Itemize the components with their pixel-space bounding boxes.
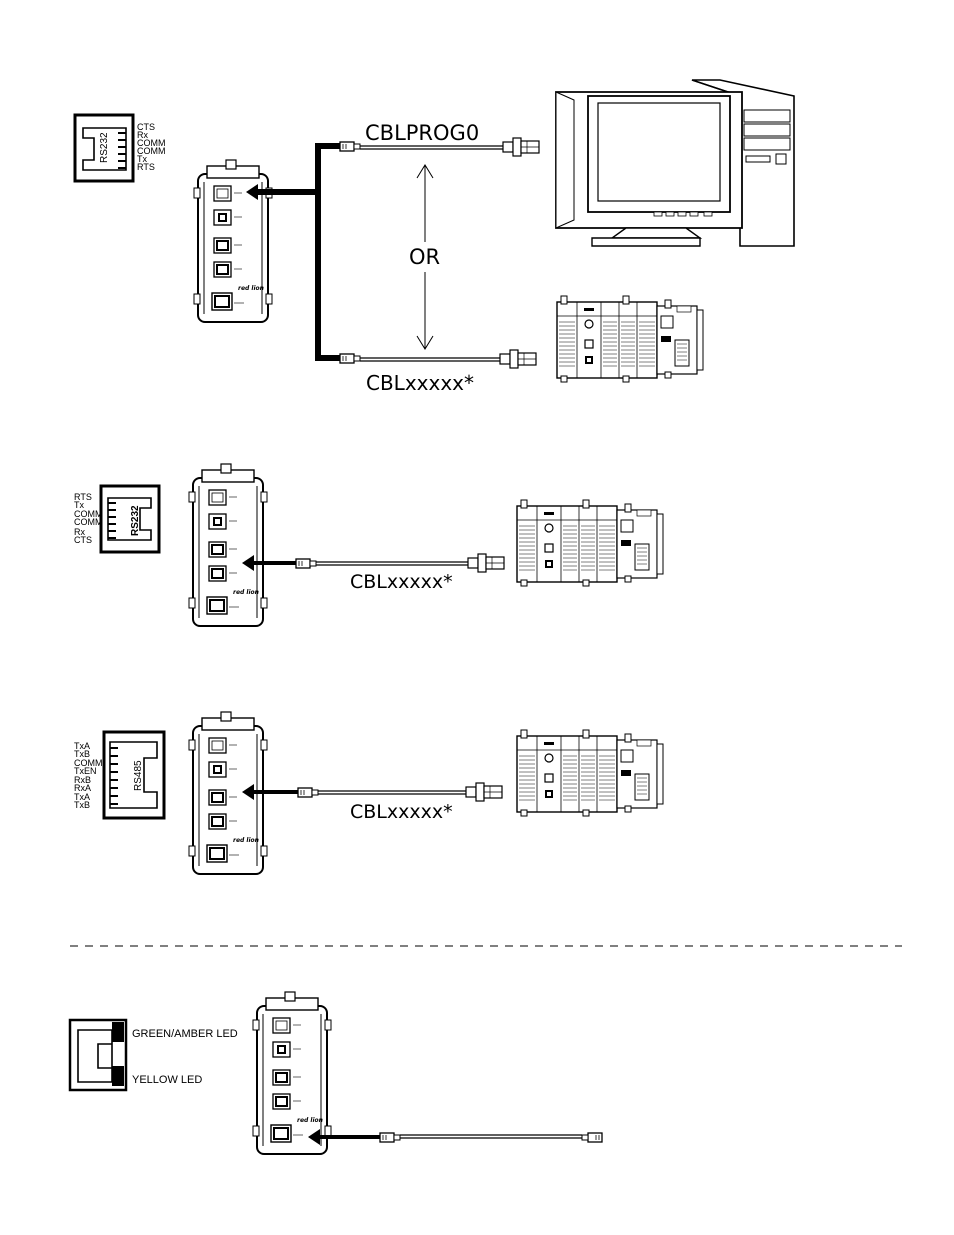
cable-label-bottom: CBLxxxxx*	[366, 371, 475, 395]
pin-label: TxA	[74, 741, 91, 751]
plc-rack-icon	[517, 500, 663, 586]
rj12-plug-icon	[298, 788, 318, 797]
cable-label-top: CBLPROG0	[365, 121, 480, 145]
wiring-diagram: red lion RS232 CTS Rx COMM COMM Tx RTS CBLPROG0 OR CBLxxxxx* RS232 RTS Tx COMM COMM Rx CTS CBLxxxxx* RS485 TxA TxB COMM TxEN RxB RxA TxA TxB CBLxxxxx* GREEN/AMBER LED YELLOW LED	[0, 0, 954, 1235]
db9-connector-icon	[468, 554, 504, 572]
pin-label: Rx	[137, 130, 148, 140]
pin-label: COMM	[74, 517, 103, 527]
section-3	[74, 712, 663, 874]
pin-label: CTS	[74, 535, 92, 545]
pin-label: Tx	[137, 154, 147, 164]
or-label: OR	[409, 245, 441, 269]
section-2	[74, 464, 663, 626]
plc-rack-icon	[517, 730, 663, 816]
computer-icon	[556, 80, 794, 246]
pin-label: CTS	[137, 122, 155, 132]
pin-label: RxA	[74, 783, 92, 793]
rj45-plug-icon	[380, 1133, 400, 1142]
cable-label: CBLxxxxx*	[350, 801, 453, 823]
rj12-plug-icon	[340, 142, 360, 151]
pin-label: TxEN	[74, 766, 97, 776]
pin-label: TxB	[74, 800, 91, 810]
db9-connector-icon	[503, 138, 539, 156]
arrow-icon	[242, 555, 298, 571]
pin-label: TxB	[74, 749, 91, 759]
pin-list	[74, 492, 103, 545]
pin-label: TxA	[74, 792, 91, 802]
pin-list	[74, 741, 103, 810]
module-icon	[189, 464, 267, 626]
db9-connector-icon	[500, 350, 536, 368]
pin-label: COMM	[137, 146, 166, 156]
arrow-icon	[308, 1129, 380, 1145]
arrow-icon	[242, 784, 300, 800]
pin-label: RxB	[74, 775, 92, 785]
arrow-icon	[246, 184, 318, 200]
rj12-plug-icon	[340, 354, 360, 363]
pin-label: RTS	[74, 492, 92, 502]
pin-list	[137, 122, 166, 172]
rs485-jack-icon	[104, 732, 164, 818]
pin-label: RTS	[137, 162, 155, 172]
led-label-bottom: YELLOW LED	[132, 1074, 203, 1086]
db9-connector-icon	[466, 783, 502, 801]
rs232-jack-icon	[101, 486, 159, 552]
led-label-top: GREEN/AMBER LED	[132, 1028, 238, 1040]
pin-label: Tx	[74, 500, 84, 510]
jack-label: RS232	[99, 132, 110, 163]
pin-label: COMM	[137, 138, 166, 148]
cable-label: CBLxxxxx*	[350, 571, 453, 593]
rj12-plug-icon	[296, 559, 316, 568]
ethernet-jack-icon	[70, 1020, 126, 1090]
jack-label: RS232	[130, 505, 141, 536]
module-icon	[194, 160, 272, 322]
jack-label: RS485	[133, 760, 144, 791]
plc-rack-icon	[557, 296, 703, 382]
pin-label: COMM	[74, 758, 103, 768]
rj45-plug-icon	[582, 1133, 602, 1142]
section-4	[70, 992, 602, 1154]
rs232-jack-icon	[75, 115, 133, 181]
pin-label: COMM	[74, 509, 103, 519]
section-1	[75, 80, 794, 395]
pin-label: Rx	[74, 527, 85, 537]
yellow-led-icon	[112, 1066, 124, 1086]
green-amber-led-icon	[112, 1022, 124, 1042]
